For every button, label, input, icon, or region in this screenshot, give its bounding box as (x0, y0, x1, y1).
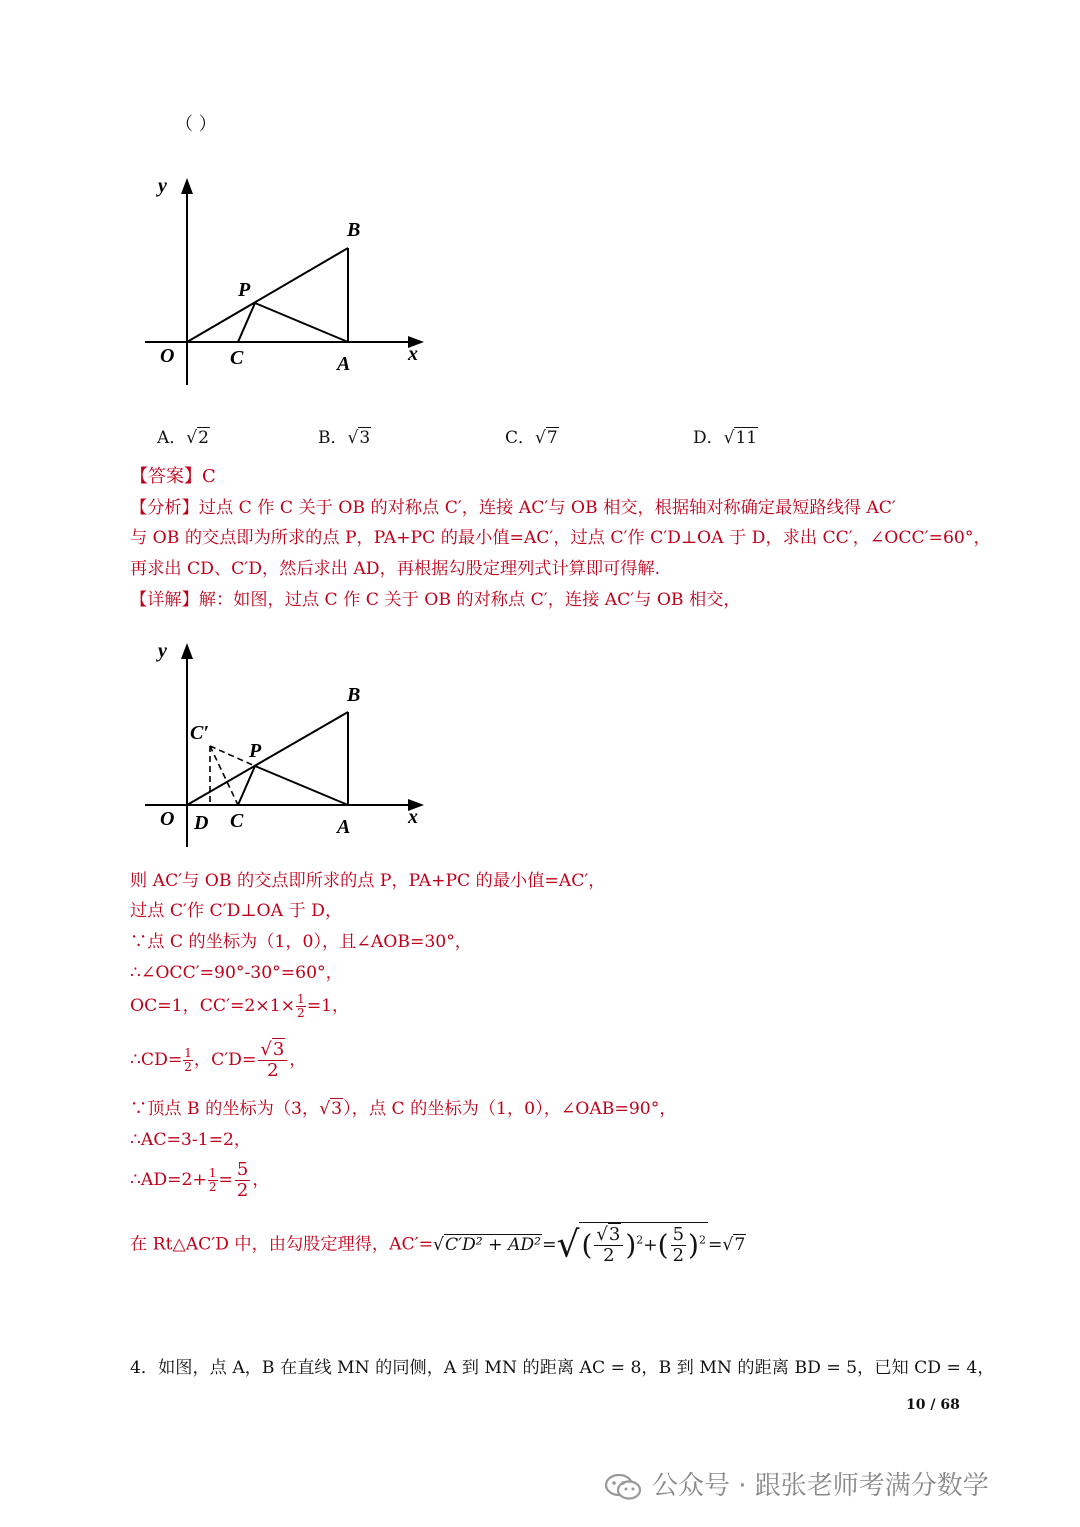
question-bracket: （ ） (175, 114, 217, 135)
numerator: 5 (672, 1224, 685, 1245)
text-segment: ∴CD= (130, 1050, 183, 1070)
numerator (258, 1040, 287, 1061)
text-segment: ），点 C 的坐标为（1，0），∠OAB=90°， (343, 1099, 677, 1119)
fraction (296, 993, 306, 1020)
solution-line-10 (130, 1222, 746, 1268)
sqrt-symbol: √ (260, 1039, 272, 1060)
sqrt-symbol: √ (186, 428, 198, 448)
numerator: 5 (236, 1159, 249, 1180)
denominator: 2 (208, 1180, 217, 1194)
point-label-o: O (160, 808, 175, 830)
sqrt-symbol: √ (722, 1234, 734, 1255)
analysis-line-2: 与 OB 的交点即为所求的点 P，PA+PC 的最小值=AC′，过点 C′作 C′D⊥OA 于 D，求出 CC′，∠OCC′=60°， (130, 528, 991, 548)
denominator: 2 (672, 1245, 685, 1266)
option-radicand: 2 (198, 428, 209, 448)
axis-label-y: y (158, 640, 167, 662)
radicand-group: ( $\frac{√3}{2}$ )$^2$+( $\frac{5}{2}$ )$^2$ (581, 1224, 706, 1266)
option-b[interactable] (318, 423, 371, 448)
radicand: 3 (272, 1039, 285, 1060)
wechat-icon (604, 1472, 644, 1502)
text-segment: ， (252, 1170, 270, 1190)
point-label-o: O (160, 345, 175, 367)
figure-1 (140, 170, 440, 394)
text-segment: = (542, 1234, 557, 1255)
numerator: 1 (208, 1166, 217, 1180)
sqrt-symbol: √ (535, 428, 546, 448)
text-segment: =1， (306, 996, 350, 1016)
point-label-p: P (238, 279, 251, 301)
text-segment: ∵顶点 B 的坐标为（3， (130, 1099, 320, 1119)
option-letter: B． (318, 428, 348, 448)
point-label-b: B (347, 219, 361, 241)
analysis-line-1: 【分析】过点 C 作 C 关于 OB 的对称点 C′，连接 AC′与 OB 相交，根据轴对称确定最短路线得 AC′ (130, 498, 896, 518)
denominator: 2 (267, 1060, 279, 1081)
option-c[interactable] (505, 423, 559, 448)
figure-2 (140, 635, 440, 859)
paren: ( (657, 1228, 669, 1262)
sqrt-symbol: √ (347, 428, 359, 448)
radicand: 7 (734, 1234, 746, 1255)
sqrt-symbol: √ (723, 428, 735, 448)
big-sqrt-symbol: √ (556, 1224, 580, 1265)
sqrt-symbol: √ (432, 1234, 444, 1255)
analysis-line-3: 再求出 CD、C′D，然后求出 AD，再根据勾股定理列式计算即可得解. (130, 559, 661, 579)
point-label-a: A (337, 816, 351, 838)
point-label-c: C (230, 347, 244, 369)
point-label-c: C (230, 810, 244, 832)
watermark-text: 公众号 · 跟张老师考满分数学 (652, 1471, 989, 1501)
solution-line-6 (130, 1040, 307, 1081)
fraction (235, 1160, 250, 1201)
denominator: 2 (297, 1006, 305, 1020)
option-radicand: 7 (546, 428, 558, 448)
solution-line-1: 则 AC′与 OB 的交点即所求的点 P，PA+PC 的最小值=AC′， (130, 871, 606, 891)
denominator: 2 (184, 1060, 192, 1074)
page-number: 10 / 68 (906, 1397, 960, 1413)
denominator: 2 (236, 1180, 249, 1201)
option-letter: D． (693, 428, 724, 448)
solution-line-2: 过点 C′作 C′D⊥OA 于 D， (130, 901, 343, 921)
sqrt-symbol: √ (596, 1224, 608, 1245)
axis-label-x: x (408, 806, 418, 828)
answer-line: 【答案】C (130, 466, 216, 487)
option-radicand: 11 (735, 428, 758, 448)
option-letter: C． (505, 428, 536, 448)
solution-line-3: ∵点 C 的坐标为（1，0），且∠AOB=30°， (130, 932, 472, 952)
fraction (258, 1040, 287, 1081)
numerator: 1 (184, 1046, 192, 1060)
point-label-b: B (347, 684, 361, 706)
axis-label-y: y (158, 175, 167, 197)
fraction (594, 1225, 623, 1266)
point-label-c-prime: C′ (190, 722, 209, 744)
paren: ( (581, 1228, 593, 1262)
next-question: 4．如图，点 A，B 在直线 MN 的同侧，A 到 MN 的距离 AC = 8，B 到 MN 的距离 BD = 5，已知 CD = 4， (130, 1358, 995, 1378)
solution-line-7 (130, 1097, 676, 1121)
watermark (604, 1465, 989, 1502)
option-d[interactable] (693, 423, 758, 448)
fraction (208, 1167, 218, 1194)
point-label-p: P (249, 740, 262, 762)
math-expression (432, 1224, 746, 1266)
option-radicand: 3 (359, 428, 371, 448)
solution-line-5 (130, 993, 349, 1020)
solution-line-8: ∴AC=3-1=2， (130, 1130, 252, 1150)
text-segment: OC=1，CC′=2×1× (130, 996, 296, 1016)
option-a[interactable] (157, 423, 210, 448)
solution-line-9 (130, 1160, 270, 1201)
point-label-a: A (337, 353, 351, 375)
radicand: 3 (608, 1224, 621, 1245)
solution-line-4: ∴∠OCC′=90°-30°=60°， (130, 963, 343, 983)
paren: ) (625, 1228, 637, 1262)
numerator: 1 (297, 992, 305, 1006)
paren: ) (688, 1228, 699, 1262)
text-segment: = (218, 1170, 233, 1190)
text-segment: 在 Rt△AC′D 中，由勾股定理得，AC′= (130, 1234, 433, 1255)
option-letter: A． (157, 428, 187, 448)
denominator: 2 (603, 1245, 615, 1266)
radicand: C′D² + AD² (444, 1234, 542, 1255)
sqrt-symbol: √ (319, 1099, 331, 1119)
text-segment: = (707, 1234, 723, 1255)
numerator (594, 1225, 623, 1246)
text-segment: ， (289, 1050, 307, 1070)
point-label-d: D (194, 812, 209, 834)
axis-label-x: x (408, 343, 418, 365)
radicand: 3 (331, 1099, 343, 1119)
fraction (183, 1047, 193, 1074)
text-segment: ，C′D= (193, 1050, 257, 1070)
fraction (671, 1225, 686, 1266)
text-segment: ∴AD=2+ (130, 1170, 207, 1190)
detail-line: 【详解】解：如图，过点 C 作 C 关于 OB 的对称点 C′，连接 AC′与 OB 相交， (130, 590, 741, 610)
